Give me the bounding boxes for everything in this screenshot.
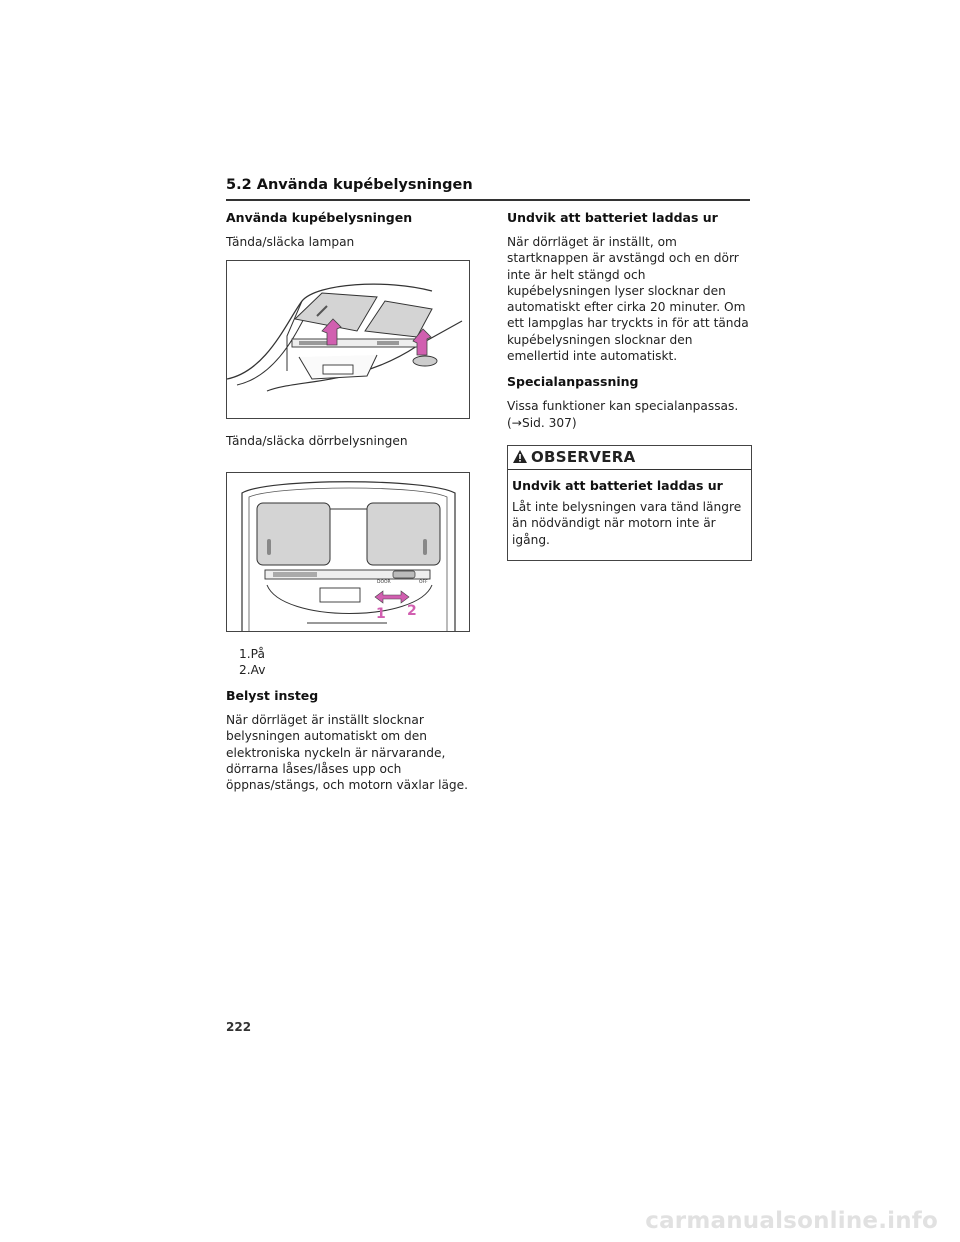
left-column bbox=[226, 210, 471, 804]
door-switch-illustration bbox=[227, 473, 469, 631]
callout-2: 2 bbox=[407, 602, 417, 619]
heading-avoid-battery-drain: Undvik att batteriet laddas ur bbox=[507, 210, 718, 225]
notice-box bbox=[507, 445, 752, 561]
heading-using-interior-lights: Använda kupébelysningen bbox=[226, 210, 413, 225]
watermark: carmanualsonline.info bbox=[645, 1208, 938, 1234]
overhead-lamp-illustration bbox=[227, 261, 469, 418]
callout-1: 1 bbox=[376, 605, 386, 622]
notice-heading: Undvik att batteriet laddas ur bbox=[512, 477, 723, 493]
off-position-label: OFF bbox=[419, 579, 428, 585]
figure-lamp-toggle bbox=[226, 260, 470, 419]
notice-text: Låt inte belysningen vara tänd längre än nödvändigt när motorn inte är igång. bbox=[512, 499, 742, 547]
section-title: 5.2 Använda kupébelysningen bbox=[226, 177, 473, 193]
right-column bbox=[507, 210, 752, 561]
paragraph-lit-entry: När dörrläget är inställt slocknar belysningen automatiskt om den elektroniska nyckeln är närvarande, dörrarna låses/låses upp och öppnas/stängs, och motorn växlar läge. bbox=[226, 713, 469, 793]
heading-lit-entry: Belyst insteg bbox=[226, 688, 319, 704]
paragraph-battery-drain: När dörrläget är inställt, om startknappen är avstängd och en dörr inte är helt stängd och kupébelysningen lyser slocknar den automatiskt efter cirka 20 minuter. Om ett lampglas har tryckts in för att tända kupébelysningen slocknar den emellertid inte automatiskt. bbox=[507, 235, 749, 364]
switch-positions-list bbox=[226, 646, 471, 679]
list-item: 1.På bbox=[239, 646, 265, 661]
paragraph-customization: Vissa funktioner kan specialanpassas. (→Sid. 307) bbox=[507, 399, 739, 430]
notice-title: OBSERVERA bbox=[531, 447, 636, 466]
heading-customization: Specialanpassning bbox=[507, 374, 639, 390]
caption-lamp-toggle: Tända/släcka lampan bbox=[226, 235, 355, 249]
door-position-label: DOOR bbox=[377, 579, 391, 585]
warning-triangle-icon bbox=[512, 449, 528, 464]
list-item: 2.Av bbox=[239, 662, 266, 677]
notice-header bbox=[508, 446, 751, 470]
caption-door-light-toggle: Tända/släcka dörrbelysningen bbox=[226, 434, 408, 449]
section-divider bbox=[226, 199, 750, 201]
page-number: 222 bbox=[226, 1020, 252, 1034]
notice-body bbox=[508, 470, 751, 560]
figure-door-light-toggle bbox=[226, 472, 470, 632]
